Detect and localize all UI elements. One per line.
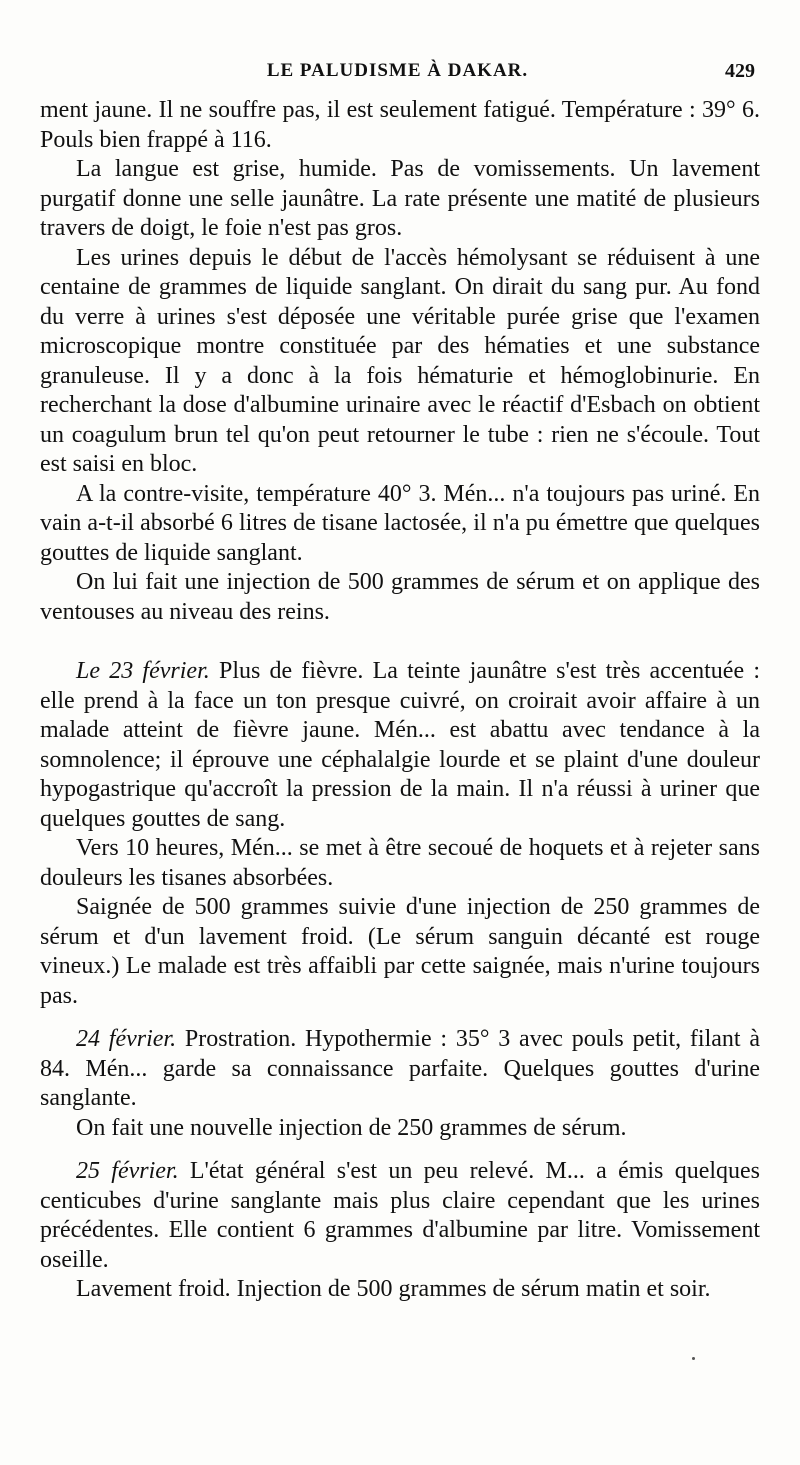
paragraph-text: La langue est grise, humide. Pas de vomissements. Un lavement purgatif donne une selle jaunâtre. La rate présente une matité de plusieurs travers de doigt, le foie n'est pas gros. xyxy=(40,156,760,241)
paragraph xyxy=(40,1275,760,1305)
paragraph-text: On fait une nouvelle injection de 250 grammes de sérum. xyxy=(76,1114,627,1141)
paragraph-text: Les urines depuis le début de l'accès hémolysant se réduisent à une centaine de grammes de liquide sanglant. On dirait du sang pur. Au fond du verre à urines s'est déposée une véritable purée grise que l'examen microscopique montre constituée par des hématies et une substance granuleuse. Il y a donc à la fois hématurie et hémoglobinurie. En recherchant la dose d'albumine urinaire avec le réactif d'Esbach on obtient un coagulum brun tel qu'on peut retourner le tube : rien ne s'écoule. Tout est saisi en bloc. xyxy=(40,244,760,477)
paragraph-text: Lavement froid. Injection de 500 grammes de sérum matin et soir. xyxy=(76,1276,711,1302)
dated-entry-25-fevrier xyxy=(40,1157,760,1275)
page-header xyxy=(40,60,755,90)
paragraph xyxy=(40,834,760,893)
paragraph xyxy=(40,244,760,480)
dated-entry-24-fevrier xyxy=(40,1025,760,1114)
paragraph xyxy=(40,568,760,627)
entry-date: 24 février. xyxy=(76,1026,177,1052)
paragraph-text: Prostration. Hypothermie : 35° 3 avec pouls petit, filant à 84. Mén... garde sa connaissance parfaite. Quelques gouttes d'urine sanglante. xyxy=(40,1026,760,1111)
paragraph xyxy=(40,1114,760,1144)
paragraph-text: Plus de fièvre. La teinte jaunâtre s'est très accentuée : elle prend à la face un ton presque cuivré, on croirait avoir affaire à un malade atteint de fièvre jaune. Mén... est abattu avec tendance à la somnolence; il éprouve une céphalalgie lourde et se plaint d'une douleur hypogastrique qu'accroît la pression de la main. Il n'a réussi à uriner que quelques gouttes de sang. xyxy=(40,658,760,832)
entry-date: Le 23 février. xyxy=(76,658,210,684)
body-text xyxy=(40,96,760,1305)
paragraph-text: A la contre-visite, température 40° 3. Mén... n'a toujours pas uriné. En vain a-t-il absorbé 6 litres de tisane lactosée, il n'a pu émettre que quelques gouttes de liquide sanglant. xyxy=(40,480,760,566)
paragraph-continuation xyxy=(40,96,760,155)
paragraph-text: Vers 10 heures, Mén... se met à être secoué de hoquets et à rejeter sans douleurs les tisanes absorbées. xyxy=(40,835,760,891)
dated-entry-23-fevrier xyxy=(40,657,760,834)
paragraph xyxy=(40,893,760,1011)
entry-date: 25 février. xyxy=(76,1158,179,1184)
paragraph-text: L'état général s'est un peu relevé. M... a émis quelques centicubes d'urine sanglante mais plus claire cependant que les urines précédentes. Elle contient 6 grammes d'albumine par litre. Vomissement oseille. xyxy=(40,1158,761,1273)
paragraph-text: ment jaune. Il ne souffre pas, il est seulement fatigué. Température : 39° 6. Pouls bien frappé à 116. xyxy=(40,97,760,153)
paragraph-text: On lui fait une injection de 500 grammes de sérum et on applique des ventouses au niveau des reins. xyxy=(40,569,760,625)
paragraph xyxy=(40,155,760,244)
page-number: 429 xyxy=(725,60,755,82)
paragraph-text: Saignée de 500 grammes suivie d'une injection de 250 grammes de sérum et d'un lavement froid. (Le sérum sanguin décanté est rouge vineux.) Le malade est très affaibli par cette saignée, mais n'urine toujours pas. xyxy=(40,894,760,1009)
paragraph xyxy=(40,480,760,569)
running-title: LE PALUDISME À DAKAR. xyxy=(266,60,529,81)
ink-speck xyxy=(692,1357,695,1360)
